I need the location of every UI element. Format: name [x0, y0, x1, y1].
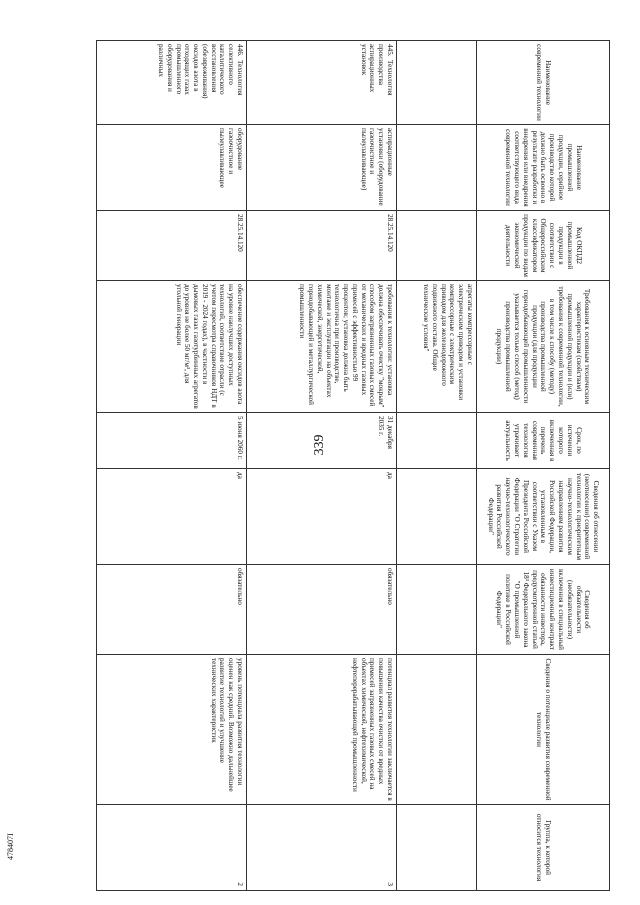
row-number: 446.: [236, 44, 244, 57]
row-technology: 445.Технология производства аспирационных установок: [247, 41, 397, 125]
row-potential: уровень потенциала развития технологии оценен как средний. Возможно дальнейшее развитие технологий и улучшение технических характеристик: [97, 655, 247, 805]
row-product: оборудование газоочистное и пылеулавливающее: [97, 125, 247, 211]
header-technology: Наименование современной технологии: [477, 41, 610, 125]
row-group: 2: [97, 805, 247, 891]
row-product: аспирационные установки (оборудование газоочистное и пылеулавливающее): [247, 125, 397, 211]
row-okpd2: 28.25.14.120: [97, 211, 247, 281]
table-row: [97, 41, 247, 891]
table-header-row: [477, 41, 610, 891]
header-priority: Сведения об отнесении (неотнесении) современной технологии к приоритетным научно-технологическим направлениям развития Российской Федерации, установленным в соответствии с Указом Президента Российской Федерации "О Стратегии научно-технологического развития Российской Федерации": [477, 469, 610, 565]
header-requirements: Требования к основным техническим характеристикам (свойствам) промышленной продукции и (или) требования к современной технологии, в том числе к способу (методу) производства промышленной продукции (для продукции горнодобывающей промышленности указывается только способ (метод) производства промышленной продукции): [477, 281, 610, 413]
page-number: 339: [312, 434, 327, 456]
row-requirements: обеспечение содержания оксидов азота на уровне наилучших доступных технологий, соответствие отрасли (с учетом пересмотра справочников НДТ в 2019 - 2024 годах), в частности в дымовых газах газотурбинных агрегатов до уровня не более 50 мг/м³, для угольной генерации: [97, 281, 247, 413]
row-priority: да: [97, 469, 247, 565]
row-technology: 446.Технология селективного каталитического восстановления (обезвреживания) оксидов азота в отходящих газах промышленного оборудования и различных: [97, 41, 247, 125]
row-obligation: обязательно: [247, 565, 397, 655]
continuation-requirements: агрегаты компрессорные с электрическим приводом и установки компрессорные с электрическим приводом для железнодорожного подвижного состава. Общие технические условия": [397, 281, 477, 413]
header-product: Наименование промышленной продукции, серийное производство которой должно быть освоено в результате разработки и внедрения или внедрения соответствующего вида современной технологии: [477, 125, 610, 211]
row-potential: потенциал развития технологии заключается в повышении качества очистки от вредных примесей загрязненных газовых смесей на объектах химической, нефтехимической, нефтеперерабатывающей промышленности: [247, 655, 397, 805]
row-term: 5 июня 2060 г.: [97, 413, 247, 469]
row-okpd2: 28.25.14.120: [247, 211, 397, 281]
header-obligation: Сведения об обязательности (необязательности) включения в специальный инвестиционный контракт обязанности инвестора, предусмотренной статьей 18³ Федерального закона "О промышленной политике в Российской Федерации": [477, 565, 610, 655]
header-term: Срок, по истечении которого включенная в перечень современная технология утрачивает актуальность: [477, 413, 610, 469]
header-okpd2: Код ОКПД2 промышленной продукции в соответствии с Общероссийским классификатором продукции по видам экономической деятельности: [477, 211, 610, 281]
row-number: 445.: [386, 44, 394, 57]
row-term: 31 декабря 2035 г.: [247, 413, 397, 469]
row-requirements: требования к технологии: установка должна обеспечивать очистку "мокрым" способом загрязненных газовых смесей от механических и вредных газовых примесей с эффективностью 99 процентов; установка должна быть технологична при производстве, монтаже и эксплуатации на объектах химической, энергетической, горнодобывающей и металлургической промышленности: [247, 281, 397, 413]
technology-table: [96, 40, 610, 891]
header-group: Группа, к которой относится технология: [477, 805, 610, 891]
row-group: 3: [247, 805, 397, 891]
row-obligation: обязательно: [97, 565, 247, 655]
row-priority: да: [247, 469, 397, 565]
table-row-continuation: [397, 41, 477, 891]
table-row: [247, 41, 397, 891]
document-code: 478407I: [6, 833, 15, 860]
rotated-table-area: [40, 40, 610, 890]
header-potential: Сведения о потенциале развития современной технологии: [477, 655, 610, 805]
